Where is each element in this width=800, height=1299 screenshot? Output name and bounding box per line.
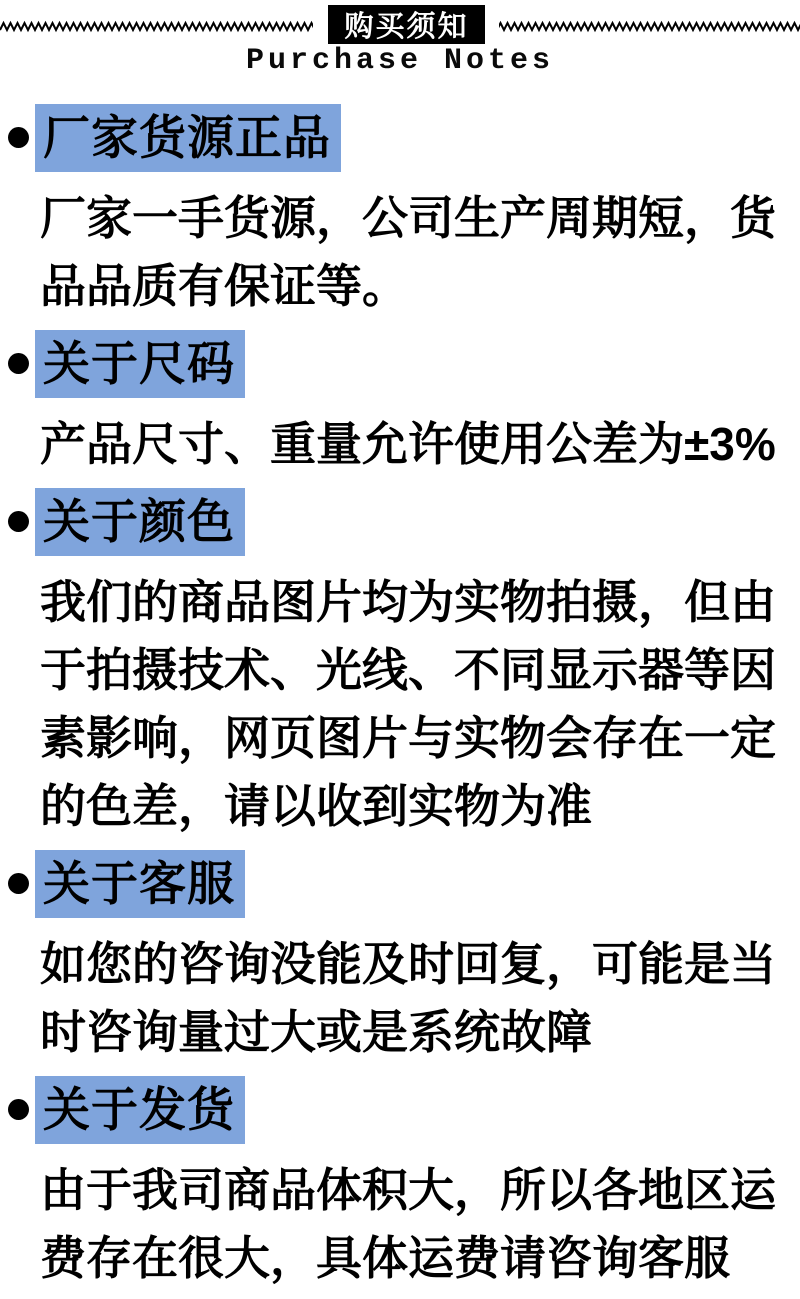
page-title-cn: 购买须知 xyxy=(344,11,469,43)
bullet-icon xyxy=(8,1099,29,1120)
bullet-icon xyxy=(8,127,29,148)
section-body xyxy=(40,410,800,478)
section-heading: 关于颜色 xyxy=(35,488,245,556)
section-heading-row xyxy=(0,1076,800,1144)
bullet-icon xyxy=(8,511,29,532)
body-line: 于拍摄技术、光线、不同显示器等因 xyxy=(40,644,776,696)
body-line: 厂家一手货源，公司生产周期短，货 xyxy=(40,192,776,244)
body-line: 由于我司商品体积大，所以各地区运 xyxy=(40,1164,776,1216)
body-line: 我们的商品图片均为实物拍摄，但由 xyxy=(40,576,776,628)
page-title-en: Purchase Notes xyxy=(245,44,555,78)
section-shipping xyxy=(0,1076,800,1292)
page-header xyxy=(0,0,800,96)
section-body xyxy=(40,568,800,840)
body-line: 产品尺寸、重量允许使用公差为±3% xyxy=(40,418,776,470)
section-heading-row xyxy=(0,488,800,556)
section-heading: 关于发货 xyxy=(35,1076,245,1144)
section-factory-goods xyxy=(0,104,800,320)
section-body xyxy=(40,1156,800,1292)
section-customer-service xyxy=(0,850,800,1066)
bullet-icon xyxy=(8,353,29,374)
body-line: 费存在很大，具体运费请咨询客服 xyxy=(40,1232,730,1284)
section-color xyxy=(0,488,800,840)
body-line: 素影响，网页图片与实物会存在一定 xyxy=(40,712,776,764)
title-box xyxy=(328,5,485,44)
title-box-mask xyxy=(313,0,499,50)
section-body xyxy=(40,184,800,320)
section-heading: 关于客服 xyxy=(35,850,245,918)
body-line: 如您的咨询没能及时回复，可能是当 xyxy=(40,938,776,990)
body-line: 的色差，请以收到实物为准 xyxy=(40,780,592,832)
section-heading-row xyxy=(0,330,800,398)
section-heading: 厂家货源正品 xyxy=(35,104,341,172)
body-line: 时咨询量过大或是系统故障 xyxy=(40,1006,592,1058)
section-body xyxy=(40,930,800,1066)
body-line: 品品质有保证等。 xyxy=(40,260,408,312)
bullet-icon xyxy=(8,873,29,894)
notes-list xyxy=(0,96,800,1292)
section-heading: 关于尺码 xyxy=(35,330,245,398)
section-heading-row xyxy=(0,104,800,172)
section-heading-row xyxy=(0,850,800,918)
section-size xyxy=(0,330,800,478)
